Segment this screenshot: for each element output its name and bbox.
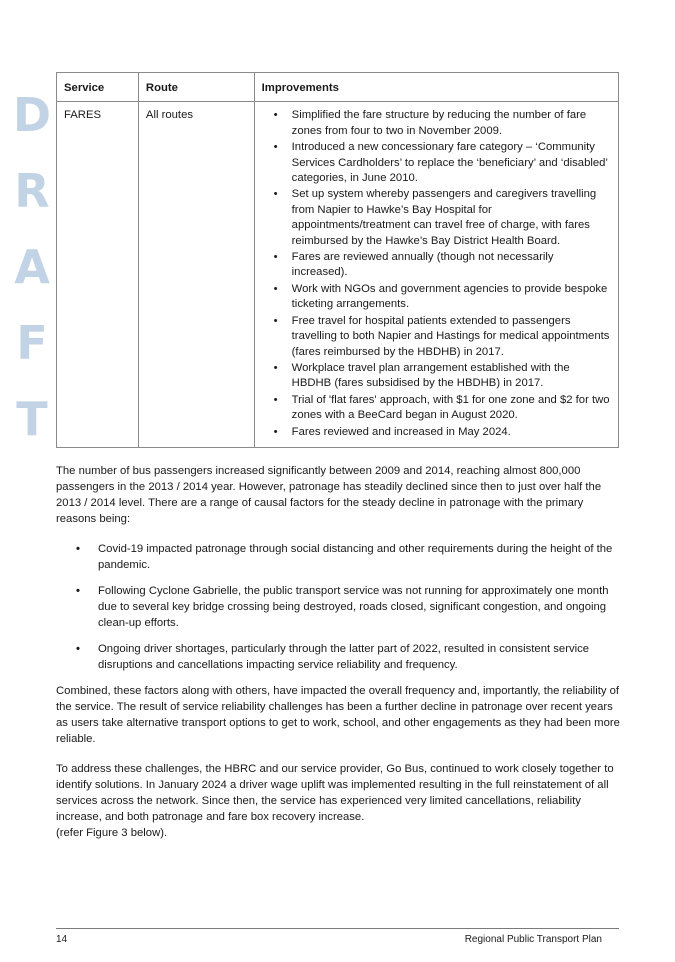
table-row <box>57 102 619 448</box>
list-item: • Work with NGOs and government agencies to provide bespoke ticketing arrangements. <box>272 282 612 313</box>
list-item: • Fares are reviewed annually (though not necessarily increased). <box>272 250 612 281</box>
header-improvements: Improvements <box>254 73 618 102</box>
list-item: • Following Cyclone Gabrielle, the public transport service was not running for approximately one month due to several key bridge crossing being destroyed, roads closed, significant congestion, and ongoing clean-up efforts. <box>56 583 622 631</box>
address-paragraph: To address these challenges, the HBRC and our service provider, Go Bus, continued to work closely together to identify solutions. In January 2024 a driver wage uplift was implemented resulting in the full reinstatement of all services across the network. Since then, the service has experienced very limited cancellations, reliability increase, and both patronage and fare box recovery increase. <box>56 763 614 823</box>
body-text <box>56 463 622 850</box>
watermark-letter: T <box>16 392 48 446</box>
fares-improvements-table <box>56 72 619 448</box>
combined-paragraph: Combined, these factors along with others, have impacted the overall frequency and, importantly, the reliability of the service. The result of service reliability challenges has been a further decline in patronage over recent years as users take alternative transport options to get to work, school, and other engagements as they had been more reliable. <box>56 685 620 745</box>
list-item: • Workplace travel plan arrangement established with the HBDHB (fares subsidised by the HBDHB) in 2017. <box>272 361 612 392</box>
list-item: • Free travel for hospital patients extended to passengers travelling to both Napier and Hastings for medical appointments (fares reimbursed by the HBDHB) in 2017. <box>272 314 612 360</box>
watermark-letter: R <box>14 164 50 218</box>
page-number: 14 <box>56 934 68 945</box>
list-item: • Set up system whereby passengers and caregivers travelling from Napier to Hawke’s Bay Hospital for appointments/treatment can travel free of charge, with fares reimbursed by the Hawke’s Bay District Health Board. <box>272 187 612 249</box>
watermark-letter: A <box>14 240 50 294</box>
draft-watermark <box>12 88 52 472</box>
cell-route: All routes <box>138 102 254 448</box>
list-item: • Fares reviewed and increased in May 2024. <box>272 425 612 440</box>
list-item: • Trial of 'flat fares' approach, with $1 for one zone and $2 for two zones with a BeeCard began in August 2020. <box>272 393 612 424</box>
footer-divider <box>56 928 619 929</box>
refer-paragraph: (refer Figure 3 below). <box>56 827 168 839</box>
list-item: • Simplified the fare structure by reducing the number of fare zones from four to two in November 2009. <box>272 108 612 139</box>
watermark-letter: D <box>12 88 52 142</box>
cell-improvements <box>254 102 618 448</box>
list-item: • Ongoing driver shortages, particularly through the latter part of 2022, resulted in consistent service disruptions and cancellations impacting service reliability and frequency. <box>56 641 622 673</box>
document-title: Regional Public Transport Plan <box>464 934 602 945</box>
table-header-row <box>57 73 619 102</box>
header-service: Service <box>57 73 139 102</box>
list-item: • Introduced a new concessionary fare category – ‘Community Services Cardholders’ to replace the ‘beneficiary’ and ‘disabled’ categories, in June 2010. <box>272 140 612 186</box>
intro-paragraph: The number of bus passengers increased significantly between 2009 and 2014, reaching almost 800,000 passengers in the 2013 / 2014 year. However, patronage has steadily declined since then to just over half the 2013 / 2014 level. There are a range of causal factors for the steady decline in patronage with the primary reasons being: <box>56 465 602 525</box>
list-item: • Covid-19 impacted patronage through social distancing and other requirements during the height of the pandemic. <box>56 541 622 573</box>
watermark-letter: F <box>16 316 48 370</box>
cell-service: FARES <box>57 102 139 448</box>
reasons-list <box>56 541 622 673</box>
improvements-list <box>262 108 612 440</box>
header-route: Route <box>138 73 254 102</box>
